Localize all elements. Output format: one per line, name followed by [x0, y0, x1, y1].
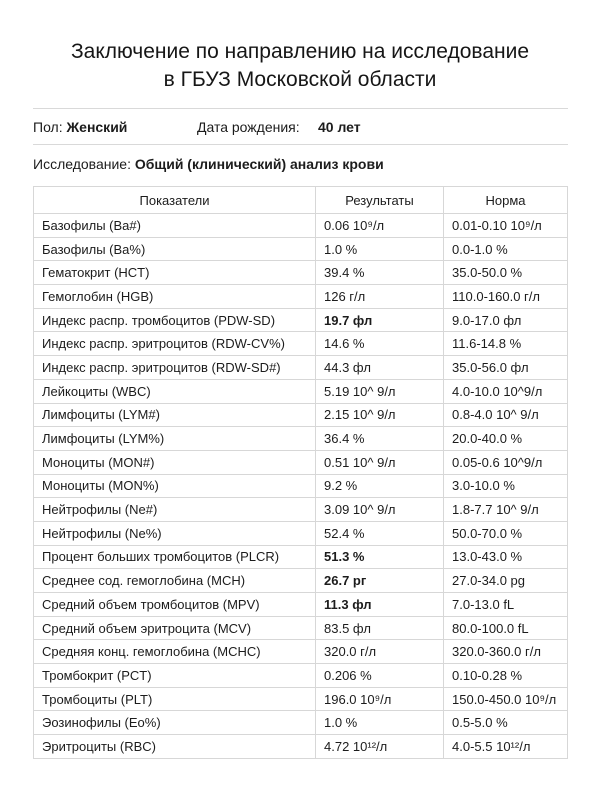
norm-cell: 0.5-5.0 %: [444, 711, 568, 735]
indicator-cell: Нейтрофилы (Ne#): [34, 498, 316, 522]
norm-cell: 0.0-1.0 %: [444, 237, 568, 261]
table-row: [34, 687, 568, 711]
norm-cell: 110.0-160.0 г/л: [444, 285, 568, 309]
indicator-cell: Тромбоциты (PLT): [34, 687, 316, 711]
table-row: [34, 640, 568, 664]
indicator-cell: Эритроциты (RBC): [34, 735, 316, 759]
header-indicator: Показатели: [34, 187, 316, 214]
table-row: [34, 735, 568, 759]
norm-cell: 1.8-7.7 10^ 9/л: [444, 498, 568, 522]
document-title: [0, 38, 600, 94]
table-row: [34, 711, 568, 735]
study-label: Исследование:: [33, 156, 131, 172]
indicator-cell: Лимфоциты (LYM%): [34, 427, 316, 451]
result-cell: 0.51 10^ 9/л: [316, 450, 444, 474]
table-row: [34, 616, 568, 640]
table-row: [34, 521, 568, 545]
norm-cell: 4.0-10.0 10^9/л: [444, 379, 568, 403]
indicator-cell: Процент больших тромбоцитов (PLCR): [34, 545, 316, 569]
result-cell: 39.4 %: [316, 261, 444, 285]
norm-cell: 4.0-5.5 10¹²/л: [444, 735, 568, 759]
header-result: Результаты: [316, 187, 444, 214]
indicator-cell: Среднее сод. гемоглобина (MCH): [34, 569, 316, 593]
indicator-cell: Гемоглобин (HGB): [34, 285, 316, 309]
study-value: Общий (клинический) анализ крови: [134, 156, 384, 172]
indicator-cell: Гематокрит (HCT): [34, 261, 316, 285]
table-row: [34, 545, 568, 569]
title-line-2: в ГБУЗ Московской области: [163, 68, 437, 91]
norm-cell: 20.0-40.0 %: [444, 427, 568, 451]
table-row: [34, 237, 568, 261]
indicator-cell: Лимфоциты (LYM#): [34, 403, 316, 427]
sex-value: Женский: [66, 119, 128, 135]
result-cell: 4.72 10¹²/л: [316, 735, 444, 759]
table-row: [34, 214, 568, 238]
indicator-cell: Моноциты (MON%): [34, 474, 316, 498]
norm-cell: 11.6-14.8 %: [444, 332, 568, 356]
table-row: [34, 474, 568, 498]
sex-label: Пол:: [33, 119, 63, 135]
norm-cell: 27.0-34.0 pg: [444, 569, 568, 593]
norm-cell: 3.0-10.0 %: [444, 474, 568, 498]
table-row: [34, 427, 568, 451]
indicator-cell: Моноциты (MON#): [34, 450, 316, 474]
result-cell: 44.3 фл: [316, 356, 444, 380]
indicator-cell: Базофилы (Ba#): [34, 214, 316, 238]
indicator-cell: Эозинофилы (Eo%): [34, 711, 316, 735]
result-cell: 51.3 %: [316, 545, 444, 569]
result-cell: 1.0 %: [316, 237, 444, 261]
table-row: [34, 285, 568, 309]
divider: [33, 108, 568, 109]
norm-cell: 150.0-450.0 10⁹/л: [444, 687, 568, 711]
divider: [33, 144, 568, 145]
table-body: [34, 214, 568, 759]
norm-cell: 0.01-0.10 10⁹/л: [444, 214, 568, 238]
birth-label: Дата рождения:: [197, 119, 300, 135]
result-cell: 26.7 рг: [316, 569, 444, 593]
norm-cell: 35.0-50.0 %: [444, 261, 568, 285]
result-cell: 9.2 %: [316, 474, 444, 498]
norm-cell: 9.0-17.0 фл: [444, 308, 568, 332]
result-cell: 2.15 10^ 9/л: [316, 403, 444, 427]
norm-cell: 0.8-4.0 10^ 9/л: [444, 403, 568, 427]
table-row: [34, 379, 568, 403]
result-cell: 196.0 10⁹/л: [316, 687, 444, 711]
indicator-cell: Нейтрофилы (Ne%): [34, 521, 316, 545]
norm-cell: 7.0-13.0 fL: [444, 593, 568, 617]
indicator-cell: Индекс распр. эритроцитов (RDW-SD#): [34, 356, 316, 380]
indicator-cell: Базофилы (Ba%): [34, 237, 316, 261]
result-cell: 83.5 фл: [316, 616, 444, 640]
result-cell: 19.7 фл: [316, 308, 444, 332]
indicator-cell: Лейкоциты (WBC): [34, 379, 316, 403]
result-cell: 0.206 %: [316, 664, 444, 688]
result-cell: 0.06 10⁹/л: [316, 214, 444, 238]
result-cell: 52.4 %: [316, 521, 444, 545]
table-row: [34, 593, 568, 617]
table-row: [34, 403, 568, 427]
result-cell: 320.0 г/л: [316, 640, 444, 664]
result-cell: 3.09 10^ 9/л: [316, 498, 444, 522]
result-cell: 36.4 %: [316, 427, 444, 451]
header-norm: Норма: [444, 187, 568, 214]
result-cell: 126 г/л: [316, 285, 444, 309]
indicator-cell: Средний объем тромбоцитов (MPV): [34, 593, 316, 617]
norm-cell: 13.0-43.0 %: [444, 545, 568, 569]
title-line-1: Заключение по направлению на исследование: [70, 40, 530, 63]
indicator-cell: Средняя конц. гемоглобина (MCHC): [34, 640, 316, 664]
indicator-cell: Средний объем эритроцита (MCV): [34, 616, 316, 640]
norm-cell: 320.0-360.0 г/л: [444, 640, 568, 664]
table-header-row: [34, 187, 568, 214]
table-row: [34, 308, 568, 332]
norm-cell: 50.0-70.0 %: [444, 521, 568, 545]
study-info: [33, 155, 384, 173]
table-row: [34, 664, 568, 688]
result-cell: 14.6 %: [316, 332, 444, 356]
indicator-cell: Индекс распр. тромбоцитов (PDW-SD): [34, 308, 316, 332]
norm-cell: 0.05-0.6 10^9/л: [444, 450, 568, 474]
indicator-cell: Тромбокрит (PCT): [34, 664, 316, 688]
result-cell: 1.0 %: [316, 711, 444, 735]
table-row: [34, 356, 568, 380]
table-row: [34, 450, 568, 474]
norm-cell: 35.0-56.0 фл: [444, 356, 568, 380]
birth-value: 40 лет: [318, 119, 361, 135]
table-row: [34, 261, 568, 285]
patient-sex: [33, 118, 127, 136]
result-cell: 11.3 фл: [316, 593, 444, 617]
indicator-cell: Индекс распр. эритроцитов (RDW-CV%): [34, 332, 316, 356]
norm-cell: 0.10-0.28 %: [444, 664, 568, 688]
table-row: [34, 569, 568, 593]
result-cell: 5.19 10^ 9/л: [316, 379, 444, 403]
results-table: [33, 186, 568, 759]
table-row: [34, 498, 568, 522]
norm-cell: 80.0-100.0 fL: [444, 616, 568, 640]
table-row: [34, 332, 568, 356]
